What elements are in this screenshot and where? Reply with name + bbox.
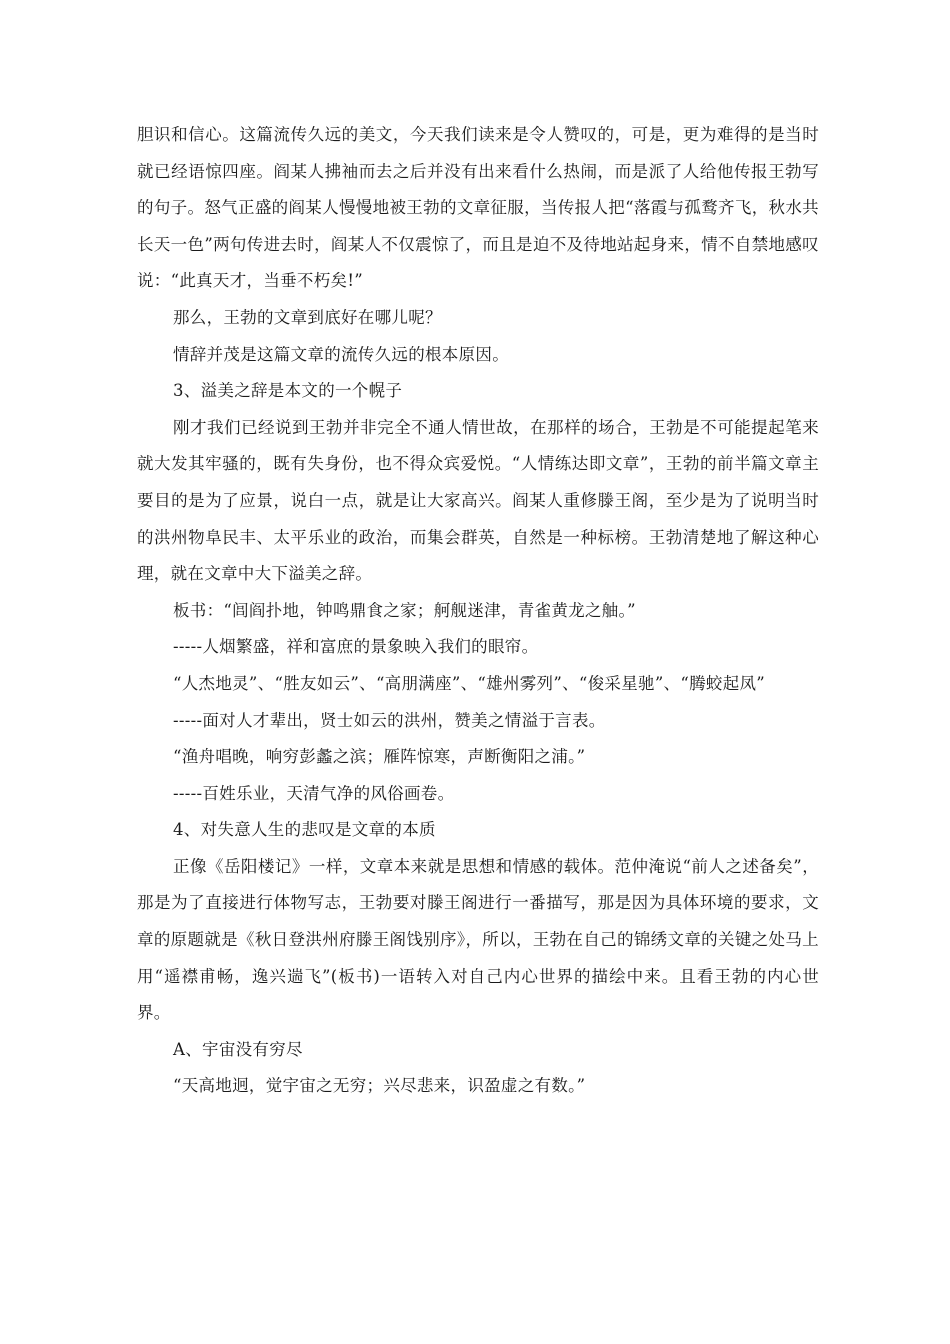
quote-list: “人杰地灵”、“胜友如云”、“高朋满座”、“雄州雾列”、“俊采星驰”、“腾蛟起凤” (173, 673, 766, 693)
quote-3: “天高地迥，觉宇宙之无穷；兴尽悲来，识盈虚之有数。” (173, 1076, 586, 1096)
section-heading-4: 4、对失意人生的悲叹是文章的本质 (173, 820, 436, 840)
paragraph-13: 正像《岳阳楼记》一样，文章本来就是思想和情感的载体。范仲淹说“前人之述备矣”，那是为了直接进行体物写志，王勃要对滕王阁进行一番描写，那是因为具体环境的要求，文章的原题就是《秋日登洪州府滕王阁饯别序》，所以，王勃在自己的锦绣文章的关键之处马上用“遥襟甫畅，逸兴遄飞”(板书)一语转入对自己内心世界的描绘中来。且看王勃的内心世界。 (137, 856, 819, 1023)
commentary-2: -----面对人才辈出，贤士如云的洪州，赞美之情溢于言表。 (173, 710, 606, 730)
document-body (137, 117, 819, 1105)
paragraph-1: 胆识和信心。这篇流传久远的美文，今天我们读来是令人赞叹的，可是，更为难得的是当时就已经语惊四座。阎某人拂袖而去之后并没有出来看什么热闹，而是派了人给他传报王勃写的句子。怒气正盛的阎某人慢慢地被王勃的文章征服，当传报人把“落霞与孤鹜齐飞，秋水共长天一色”两句传进去时，阎某人不仅震惊了，而且是迫不及待地站起身来，情不自禁地感叹说：“此真天才，当垂不朽矣!” (137, 125, 819, 291)
subsection-heading-a: A、宇宙没有穷尽 (173, 1039, 303, 1059)
paragraph-2: 那么，王勃的文章到底好在哪儿呢？ (173, 307, 442, 327)
paragraph-3: 情辞并茂是这篇文章的流传久远的根本原因。 (173, 344, 509, 364)
paragraph-5: 刚才我们已经说到王勃并非完全不通人情世故，在那样的场合，王勃是不可能提起笔来就大发其牢骚的，既有失身份，也不得众宾爱悦。“人情练达即文章”，王勃的前半篇文章主要目的是为了应景，说白一点，就是让大家高兴。阎某人重修滕王阁，至少是为了说明当时的洪州物阜民丰、太平乐业的政治，而集会群英，自然是一种标榜。王勃清楚地了解这种心理，就在文章中大下溢美之辞。 (137, 417, 819, 584)
quote-2: “渔舟唱晚，响穷彭蠡之滨；雁阵惊寒，声断衡阳之浦。” (173, 747, 586, 767)
section-heading-3: 3、溢美之辞是本文的一个幌子 (173, 381, 403, 401)
commentary-3: -----百姓乐业，天清气净的风俗画卷。 (173, 783, 455, 803)
commentary-1: -----人烟繁盛，祥和富庶的景象映入我们的眼帘。 (173, 637, 539, 657)
blackboard-quote-1: 板书：“闾阎扑地，钟鸣鼎食之家；舸舰迷津，青雀黄龙之舳。” (173, 600, 636, 620)
